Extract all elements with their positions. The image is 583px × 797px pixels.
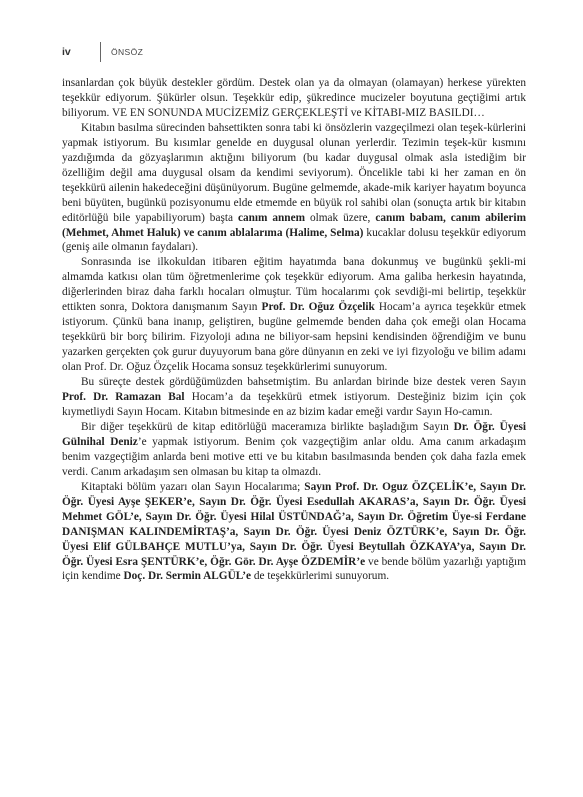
text-segment: Sonrasında ise ilkokuldan itibaren eğitim hayatımda bana dokunmuş ve bugünkü şekli-mi almamda katkısı olan tüm öğretmenlerime çok teşekkür ediyorum. Ama galiba herkesin hayatında, diğerlerinden biraz daha farklı hocaları olmuştur. Tüm hocalarımı çok sevdiği-mi belirtip, teşekkür ettikten sonra, Doktora danışmanım Sayın <box>62 256 526 314</box>
text-segment: Kitaptaki bölüm yazarı olan Sayın Hocalarıma; <box>81 480 305 493</box>
paragraph <box>62 480 526 585</box>
text-segment: ’e yapmak istiyorum. Benim çok vazgeçtiğim anlar oldu. Ama canım arkadaşım benim vazgeçtiğim anlarda beni motive etti ve bu kitabın basılmasında benden çok daha fazla emek verdi. Canım arkadaşım sen olmasan bu kitap ta olmazdı. <box>62 435 526 478</box>
page-number: iv <box>62 46 71 58</box>
page-header <box>62 41 143 63</box>
paragraph <box>62 420 526 480</box>
text-segment: ve bende bölüm yazarlığı yaptığım için kendime <box>62 555 526 583</box>
text-segment: Hocam’a da teşekkürü etmek istiyorum. Desteğiniz bizim için çok kıymetliydi Sayın Hocam. Kitabın bitmesinde en az bizim kadar emeği vardır Sayın Ho-camın. <box>62 391 526 418</box>
body-text <box>62 76 526 584</box>
text-segment: Kitabın basılma sürecinden bahsettikten sonra tabi ki önsözlerin vazgeçilmezi olan teşek-kürlerini yapmak istiyorum. Bu kısımlar genelde en duygusal olunan yerlerdir. Tezimin teşek-kür kısmını yazdığımda da gözyaşlarımın aktığını biliyorum (bu kadar duygusal olmak asla istediğim bir özelliğim değil ama duygusal olsam da kendimi seviyorum). Öncelikle tabi ki her zaman en ön teşekkürü ailenin hakedeceğini düşünüyorum. Bugüne gelmemde, akade-mik kariyer hayatım boyunca beni büyüten, bugünkü pozisyonumu elde etmemde en büyük rol sahibi olan (sonuçta artık bir kitabın editörlüğü bile yapabiliyorum) başta <box>62 121 526 224</box>
text-segment: Bir diğer teşekkürü de kitap editörlüğü maceramıza birlikte başladığım Sayın <box>81 420 454 433</box>
text-segment: olmak üzere, <box>305 211 376 224</box>
paragraph <box>62 76 526 121</box>
text-segment: kucaklar dolusu teşekkür ediyorum (geniş aile olmanın faydaları). <box>62 226 526 254</box>
bold-text: Doç. Dr. Sermin ALGÜL’e <box>123 570 252 583</box>
header-divider <box>100 42 101 62</box>
bold-text: Prof. Dr. Ramazan Bal <box>62 391 185 404</box>
paragraph <box>62 255 526 375</box>
paragraph <box>62 121 526 256</box>
text-segment: Bu süreçte destek gördüğümüzden bahsetmiştim. Bu anlardan birinde bize destek veren Sayın <box>81 376 526 389</box>
bold-text: Prof. Dr. Oğuz Özçelik <box>261 301 375 314</box>
bold-text: canım babam, canım abilerim (Mehmet, Ahmet Haluk) ve canım ablalarıma (Halime, Selma) <box>62 211 526 239</box>
bold-text: Dr. Öğr. Üyesi Gülnihal Deniz <box>62 420 526 448</box>
bold-text: Sayın Prof. Dr. Oguz ÖZÇELİK’e, Sayın Dr. Öğr. Üyesi Ayşe ŞEKER’e, Sayın Dr. Öğr. Üyesi Esedullah AKARAS’a, Sayın Dr. Öğr. Üyesi Mehmet GÖL’e, Sayın Dr. Öğr. Üyesi Hilal ÜSTÜNDAĞ’a, Sayın Dr. Öğretim Üye-si Ferdane DANIŞMAN KALINDEMİRTAŞ’a, Sayın Dr. Öğr. Üyesi Deniz ÖZTÜRK’e, Sayın Dr. Öğr. Üyesi Elif GÜLBAHÇE MUTLU’ya, Sayın Dr. Öğr. Üyesi Beytullah ÖZKAYA’ya, Sayın Dr. Öğr. Üyesi Esra ŞENTÜRK’e, Öğr. Gör. Dr. Ayşe ÖZDEMİR’e <box>62 480 526 568</box>
text-segment: insanlardan çok büyük destekler gördüm. Destek olan ya da olmayan (olamayan) herkese yürekten teşekkür ediyorum. Şükürler olsun. Teşekkür edip, şükredince mucizeler boyutuna geçtiğimi artık biliyorum. VE EN SONUNDA MUCİZEMİZ GERÇEKLEŞTİ ve KİTABI-MIZ BASILDI… <box>62 77 526 119</box>
bold-text: canım annem <box>237 211 306 224</box>
text-segment: de teşekkürlerimi sunuyorum. <box>251 570 390 583</box>
running-head: ÖNSÖZ <box>111 47 144 57</box>
text-segment: Hocam’a ayrıca teşekkür etmek istiyorum. Çünkü bana inanıp, geliştiren, bugüne gelmemde benden daha çok emeği olan Hocama teşekkürü bir borç bilirim. Fizyoloji adına ne biliyor-sam hepsini kendisinden öğrendiğim ve bunu yazarken gerçekten çok gurur duyuyorum bana göre dünyanın en zeki ve iyi fizyoloğu ve bilim adamı olan Prof. Dr. Oğuz Özçelik Hocama sonsuz teşekkürlerimi sunuyorum. <box>62 301 526 374</box>
paragraph <box>62 375 526 420</box>
